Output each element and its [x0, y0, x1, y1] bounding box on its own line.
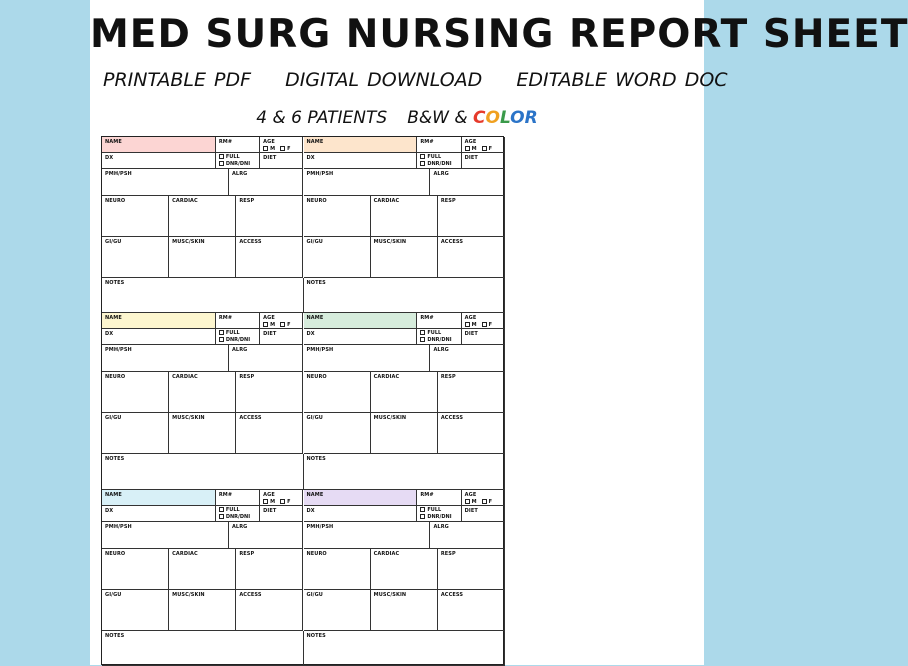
- full-code-checkbox[interactable]: [219, 154, 240, 160]
- full-code-checkbox-text: FULL: [427, 330, 442, 337]
- diet-field-label: DIET: [464, 331, 478, 338]
- diet-field-label: DIET: [263, 507, 277, 514]
- age-field[interactable]: [260, 313, 303, 329]
- checkbox-icon[interactable]: [465, 322, 470, 327]
- gigu-field-label: GI/GU: [105, 415, 122, 422]
- gigu-field[interactable]: [102, 590, 169, 631]
- musc-skin-field-label: MUSC/SKIN: [373, 239, 407, 245]
- sex-f-checkbox[interactable]: [280, 322, 290, 328]
- sex-m-checkbox-text: M: [270, 146, 276, 152]
- neuro-field-label: NEURO: [306, 374, 327, 381]
- access-field-label: ACCESS: [239, 591, 262, 598]
- dx-field-label: DX: [306, 331, 315, 338]
- name-field-label: NAME: [306, 139, 324, 145]
- age-field[interactable]: [462, 137, 505, 153]
- dnr-checkbox-text: DNR/DNI: [225, 513, 251, 520]
- dx-field-label: DX: [105, 331, 114, 338]
- gigu-field-label: GI/GU: [306, 591, 323, 598]
- access-field[interactable]: [438, 413, 505, 454]
- diet-field[interactable]: [260, 506, 303, 522]
- checkbox-icon[interactable]: [263, 322, 268, 327]
- full-code-checkbox[interactable]: [420, 330, 441, 336]
- room-field[interactable]: [417, 137, 461, 153]
- access-field[interactable]: [236, 237, 303, 278]
- report-sheet: [101, 136, 504, 665]
- format-list: [90, 69, 728, 91]
- allergy-field-label: ALRG: [433, 523, 449, 530]
- sex-f-checkbox[interactable]: [482, 499, 492, 505]
- gigu-field-label: GI/GU: [306, 239, 323, 245]
- sex-m-checkbox[interactable]: [465, 499, 477, 505]
- age-field[interactable]: [462, 490, 505, 506]
- sex-f-checkbox[interactable]: [482, 146, 492, 152]
- dx-field[interactable]: [102, 506, 216, 522]
- diet-field-label: DIET: [464, 507, 478, 514]
- color-letter: O: [510, 108, 525, 128]
- allergy-field-label: ALRG: [231, 523, 248, 530]
- musc-skin-field[interactable]: [371, 413, 438, 454]
- pmh-field-label: PMH/PSH: [306, 171, 334, 177]
- musc-skin-field[interactable]: [169, 590, 236, 631]
- pmh-field[interactable]: [102, 169, 229, 196]
- name-field-label: NAME: [306, 315, 324, 322]
- code-status-field[interactable]: [216, 153, 260, 169]
- color-letter: O: [485, 108, 500, 128]
- age-field-label: AGE: [464, 491, 477, 498]
- diet-field[interactable]: [462, 153, 505, 169]
- full-code-checkbox[interactable]: [219, 507, 240, 513]
- checkbox-icon[interactable]: [420, 161, 425, 166]
- age-field[interactable]: [260, 137, 303, 153]
- pmh-field-label: PMH/PSH: [306, 523, 334, 530]
- room-field[interactable]: [417, 313, 461, 329]
- access-field[interactable]: [438, 590, 505, 631]
- access-field-label: ACCESS: [239, 239, 262, 245]
- dnr-checkbox[interactable]: [219, 161, 250, 167]
- full-code-checkbox-text: FULL: [225, 330, 240, 337]
- notes-field[interactable]: [304, 631, 506, 666]
- musc-skin-field-label: MUSC/SKIN: [373, 591, 407, 598]
- patient-block: [102, 313, 304, 489]
- notes-field-label: NOTES: [306, 280, 326, 286]
- dnr-checkbox[interactable]: [420, 514, 451, 520]
- gigu-field[interactable]: [102, 413, 169, 454]
- resp-field[interactable]: [438, 549, 505, 590]
- gigu-field-label: GI/GU: [105, 591, 122, 598]
- notes-field[interactable]: [304, 454, 506, 489]
- full-code-checkbox[interactable]: [420, 507, 441, 513]
- diet-field[interactable]: [260, 329, 303, 345]
- patient-block: [304, 490, 506, 666]
- cardiac-field-label: CARDIAC: [172, 374, 198, 381]
- neuro-field[interactable]: [102, 549, 169, 590]
- neuro-field[interactable]: [304, 196, 371, 237]
- dx-field[interactable]: [102, 153, 216, 169]
- sex-f-checkbox-text: F: [287, 498, 291, 505]
- sex-f-checkbox[interactable]: [482, 322, 492, 328]
- room-field[interactable]: [216, 490, 260, 506]
- name-field[interactable]: [102, 313, 216, 329]
- sex-m-checkbox-text: M: [471, 498, 477, 505]
- musc-skin-field-label: MUSC/SKIN: [172, 239, 205, 245]
- resp-field[interactable]: [438, 372, 505, 413]
- sex-m-checkbox[interactable]: [465, 322, 477, 328]
- checkbox-icon[interactable]: [280, 499, 285, 504]
- room-field-label: RM#: [420, 139, 434, 145]
- checkbox-icon[interactable]: [420, 154, 425, 159]
- pmh-field-label: PMH/PSH: [105, 171, 132, 177]
- pmh-field-label: PMH/PSH: [105, 347, 132, 354]
- cardiac-field-label: CARDIAC: [373, 550, 400, 557]
- color-letter: C: [473, 108, 486, 128]
- neuro-field[interactable]: [304, 549, 371, 590]
- sex-f-checkbox-text: F: [488, 322, 493, 329]
- room-field-label: RM#: [218, 491, 233, 498]
- dx-field[interactable]: [102, 329, 216, 345]
- code-status-field[interactable]: [216, 506, 260, 522]
- access-field-label: ACCESS: [440, 591, 464, 598]
- code-status-field[interactable]: [417, 506, 461, 522]
- sex-m-checkbox[interactable]: [263, 146, 275, 152]
- checkbox-icon[interactable]: [219, 514, 224, 519]
- dx-field[interactable]: [304, 153, 418, 169]
- notes-field-label: NOTES: [105, 456, 125, 463]
- access-field-label: ACCESS: [440, 415, 464, 422]
- neuro-field-label: NEURO: [105, 550, 126, 557]
- diet-field[interactable]: [462, 329, 505, 345]
- name-field[interactable]: [304, 313, 418, 329]
- gigu-field-label: GI/GU: [105, 239, 122, 245]
- checkbox-icon[interactable]: [420, 337, 425, 342]
- age-field-label: AGE: [464, 139, 477, 145]
- sex-f-checkbox-text: F: [488, 498, 493, 505]
- room-field-label: RM#: [218, 315, 233, 322]
- patient-block: [102, 137, 304, 313]
- full-code-checkbox-text: FULL: [427, 506, 442, 513]
- resp-field-label: RESP: [440, 198, 456, 204]
- neuro-field-label: NEURO: [105, 198, 126, 204]
- diet-field[interactable]: [260, 153, 303, 169]
- pmh-field[interactable]: [304, 345, 431, 372]
- allergy-field-label: ALRG: [231, 347, 248, 354]
- color-letter: L: [499, 108, 511, 128]
- allergy-field[interactable]: [229, 169, 304, 196]
- resp-field-label: RESP: [239, 550, 255, 557]
- age-field-label: AGE: [263, 491, 275, 498]
- musc-skin-field[interactable]: [169, 413, 236, 454]
- checkbox-icon[interactable]: [280, 146, 285, 151]
- sex-f-checkbox[interactable]: [280, 499, 290, 505]
- pmh-field-label: PMH/PSH: [306, 347, 334, 354]
- notes-field-label: NOTES: [105, 280, 125, 286]
- cardiac-field[interactable]: [371, 196, 438, 237]
- dnr-checkbox-text: DNR/DNI: [427, 161, 452, 167]
- cardiac-field[interactable]: [169, 372, 236, 413]
- pmh-field[interactable]: [102, 345, 229, 372]
- format-digital: DIGITAL DOWNLOAD: [285, 69, 483, 91]
- checkbox-icon[interactable]: [219, 161, 224, 166]
- musc-skin-field[interactable]: [169, 237, 236, 278]
- access-field[interactable]: [236, 590, 303, 631]
- cardiac-field-label: CARDIAC: [373, 198, 400, 204]
- gigu-field-label: GI/GU: [306, 415, 323, 422]
- patient-block: [304, 137, 506, 313]
- checkbox-icon[interactable]: [465, 146, 470, 151]
- sex-f-checkbox[interactable]: [280, 146, 290, 152]
- dx-field-label: DX: [306, 155, 315, 161]
- name-field-label: NAME: [105, 139, 122, 145]
- notes-field-label: NOTES: [105, 632, 125, 639]
- allergy-field[interactable]: [229, 522, 304, 549]
- gigu-field[interactable]: [102, 237, 169, 278]
- neuro-field[interactable]: [304, 372, 371, 413]
- dnr-checkbox[interactable]: [420, 337, 451, 343]
- checkbox-icon[interactable]: [420, 330, 425, 335]
- checkbox-icon[interactable]: [465, 499, 470, 504]
- cardiac-field-label: CARDIAC: [373, 374, 400, 381]
- name-field[interactable]: [102, 490, 216, 506]
- notes-field[interactable]: [304, 278, 506, 313]
- room-field-label: RM#: [420, 315, 434, 322]
- allergy-field-label: ALRG: [433, 171, 449, 177]
- cardiac-field-label: CARDIAC: [172, 198, 198, 204]
- neuro-field[interactable]: [102, 372, 169, 413]
- notes-field-label: NOTES: [306, 456, 326, 463]
- dnr-checkbox-text: DNR/DNI: [225, 161, 251, 167]
- checkbox-icon[interactable]: [219, 337, 224, 342]
- resp-field[interactable]: [236, 196, 303, 237]
- sex-m-checkbox-text: M: [270, 322, 276, 329]
- cardiac-field-label: CARDIAC: [172, 550, 198, 557]
- access-field-label: ACCESS: [440, 239, 464, 245]
- color-letter: R: [524, 108, 538, 128]
- neuro-field-label: NEURO: [306, 198, 327, 204]
- sex-m-checkbox[interactable]: [263, 322, 275, 328]
- notes-field[interactable]: [102, 454, 304, 489]
- sex-m-checkbox-text: M: [471, 146, 477, 152]
- gigu-field[interactable]: [304, 590, 371, 631]
- musc-skin-field[interactable]: [371, 237, 438, 278]
- room-field[interactable]: [417, 490, 461, 506]
- name-field[interactable]: [102, 137, 216, 153]
- dx-field-label: DX: [105, 155, 114, 161]
- dx-field-label: DX: [306, 507, 315, 514]
- diet-field-label: DIET: [263, 331, 277, 338]
- dx-field[interactable]: [304, 506, 418, 522]
- dnr-checkbox-text: DNR/DNI: [427, 513, 452, 520]
- dnr-checkbox[interactable]: [219, 514, 250, 520]
- name-field-label: NAME: [306, 491, 324, 498]
- tagline: [90, 108, 704, 128]
- resp-field-label: RESP: [440, 550, 456, 557]
- diet-field-label: DIET: [464, 155, 478, 161]
- checkbox-icon[interactable]: [482, 499, 487, 504]
- resp-field-label: RESP: [239, 374, 255, 381]
- full-code-checkbox[interactable]: [219, 330, 240, 336]
- gigu-field[interactable]: [304, 237, 371, 278]
- allergy-field[interactable]: [430, 345, 505, 372]
- full-code-checkbox[interactable]: [420, 154, 441, 160]
- musc-skin-field-label: MUSC/SKIN: [373, 415, 407, 422]
- age-field[interactable]: [260, 490, 303, 506]
- room-field[interactable]: [216, 313, 260, 329]
- pmh-field[interactable]: [304, 522, 431, 549]
- cardiac-field[interactable]: [371, 372, 438, 413]
- code-status-field[interactable]: [417, 153, 461, 169]
- allergy-field-label: ALRG: [231, 171, 248, 177]
- resp-field-label: RESP: [239, 198, 255, 204]
- allergy-field[interactable]: [430, 522, 505, 549]
- patient-block: [304, 313, 506, 489]
- code-status-field[interactable]: [417, 329, 461, 345]
- color-label: [473, 108, 538, 128]
- full-code-checkbox-text: FULL: [225, 154, 240, 160]
- pmh-field-label: PMH/PSH: [105, 523, 132, 530]
- name-field-label: NAME: [105, 491, 122, 498]
- sex-f-checkbox-text: F: [488, 146, 493, 152]
- checkbox-icon[interactable]: [280, 322, 285, 327]
- dnr-checkbox-text: DNR/DNI: [225, 337, 251, 344]
- cardiac-field[interactable]: [169, 196, 236, 237]
- sex-f-checkbox-text: F: [287, 146, 291, 152]
- sex-f-checkbox-text: F: [287, 322, 291, 329]
- access-field[interactable]: [438, 237, 505, 278]
- diet-field[interactable]: [462, 506, 505, 522]
- bw-label: B&W &: [407, 108, 468, 128]
- age-field-label: AGE: [263, 139, 275, 145]
- cardiac-field[interactable]: [169, 549, 236, 590]
- checkbox-icon[interactable]: [420, 507, 425, 512]
- gigu-field[interactable]: [304, 413, 371, 454]
- room-field-label: RM#: [420, 491, 434, 498]
- room-field[interactable]: [216, 137, 260, 153]
- resp-field[interactable]: [236, 372, 303, 413]
- allergy-field[interactable]: [430, 169, 505, 196]
- access-field[interactable]: [236, 413, 303, 454]
- dx-field-label: DX: [105, 507, 114, 514]
- checkbox-icon[interactable]: [219, 330, 224, 335]
- age-field[interactable]: [462, 313, 505, 329]
- checkbox-icon[interactable]: [420, 514, 425, 519]
- resp-field-label: RESP: [440, 374, 456, 381]
- checkbox-icon[interactable]: [219, 507, 224, 512]
- patient-block: [102, 490, 304, 666]
- sex-m-checkbox-text: M: [471, 322, 477, 329]
- checkbox-icon[interactable]: [482, 322, 487, 327]
- notes-field[interactable]: [102, 631, 304, 666]
- pmh-field[interactable]: [102, 522, 229, 549]
- dnr-checkbox[interactable]: [420, 161, 451, 167]
- resp-field[interactable]: [438, 196, 505, 237]
- musc-skin-field-label: MUSC/SKIN: [172, 591, 205, 598]
- resp-field[interactable]: [236, 549, 303, 590]
- allergy-field[interactable]: [229, 345, 304, 372]
- format-word: EDITABLE WORD DOC: [516, 69, 728, 91]
- full-code-checkbox-text: FULL: [225, 506, 240, 513]
- checkbox-icon[interactable]: [263, 146, 268, 151]
- musc-skin-field[interactable]: [371, 590, 438, 631]
- room-field-label: RM#: [218, 139, 233, 145]
- page-title: MED SURG NURSING REPORT SHEET: [90, 12, 908, 57]
- dx-field[interactable]: [304, 329, 418, 345]
- notes-field[interactable]: [102, 278, 304, 313]
- patients-label: 4 & 6 PATIENTS: [256, 108, 388, 128]
- full-code-checkbox-text: FULL: [427, 154, 442, 160]
- checkbox-icon[interactable]: [263, 499, 268, 504]
- code-status-field[interactable]: [216, 329, 260, 345]
- checkbox-icon[interactable]: [482, 146, 487, 151]
- neuro-field-label: NEURO: [105, 374, 126, 381]
- access-field-label: ACCESS: [239, 415, 262, 422]
- dnr-checkbox[interactable]: [219, 337, 250, 343]
- age-field-label: AGE: [464, 315, 477, 322]
- neuro-field-label: NEURO: [306, 550, 327, 557]
- checkbox-icon[interactable]: [219, 154, 224, 159]
- allergy-field-label: ALRG: [433, 347, 449, 354]
- cardiac-field[interactable]: [371, 549, 438, 590]
- format-pdf: PRINTABLE PDF: [103, 69, 252, 91]
- sex-m-checkbox[interactable]: [263, 499, 275, 505]
- notes-field-label: NOTES: [306, 632, 326, 639]
- musc-skin-field-label: MUSC/SKIN: [172, 415, 205, 422]
- age-field-label: AGE: [263, 315, 275, 322]
- name-field[interactable]: [304, 137, 418, 153]
- name-field[interactable]: [304, 490, 418, 506]
- pmh-field[interactable]: [304, 169, 431, 196]
- sex-m-checkbox[interactable]: [465, 146, 477, 152]
- dnr-checkbox-text: DNR/DNI: [427, 337, 452, 344]
- diet-field-label: DIET: [263, 155, 277, 161]
- name-field-label: NAME: [105, 315, 122, 322]
- neuro-field[interactable]: [102, 196, 169, 237]
- sex-m-checkbox-text: M: [270, 498, 276, 505]
